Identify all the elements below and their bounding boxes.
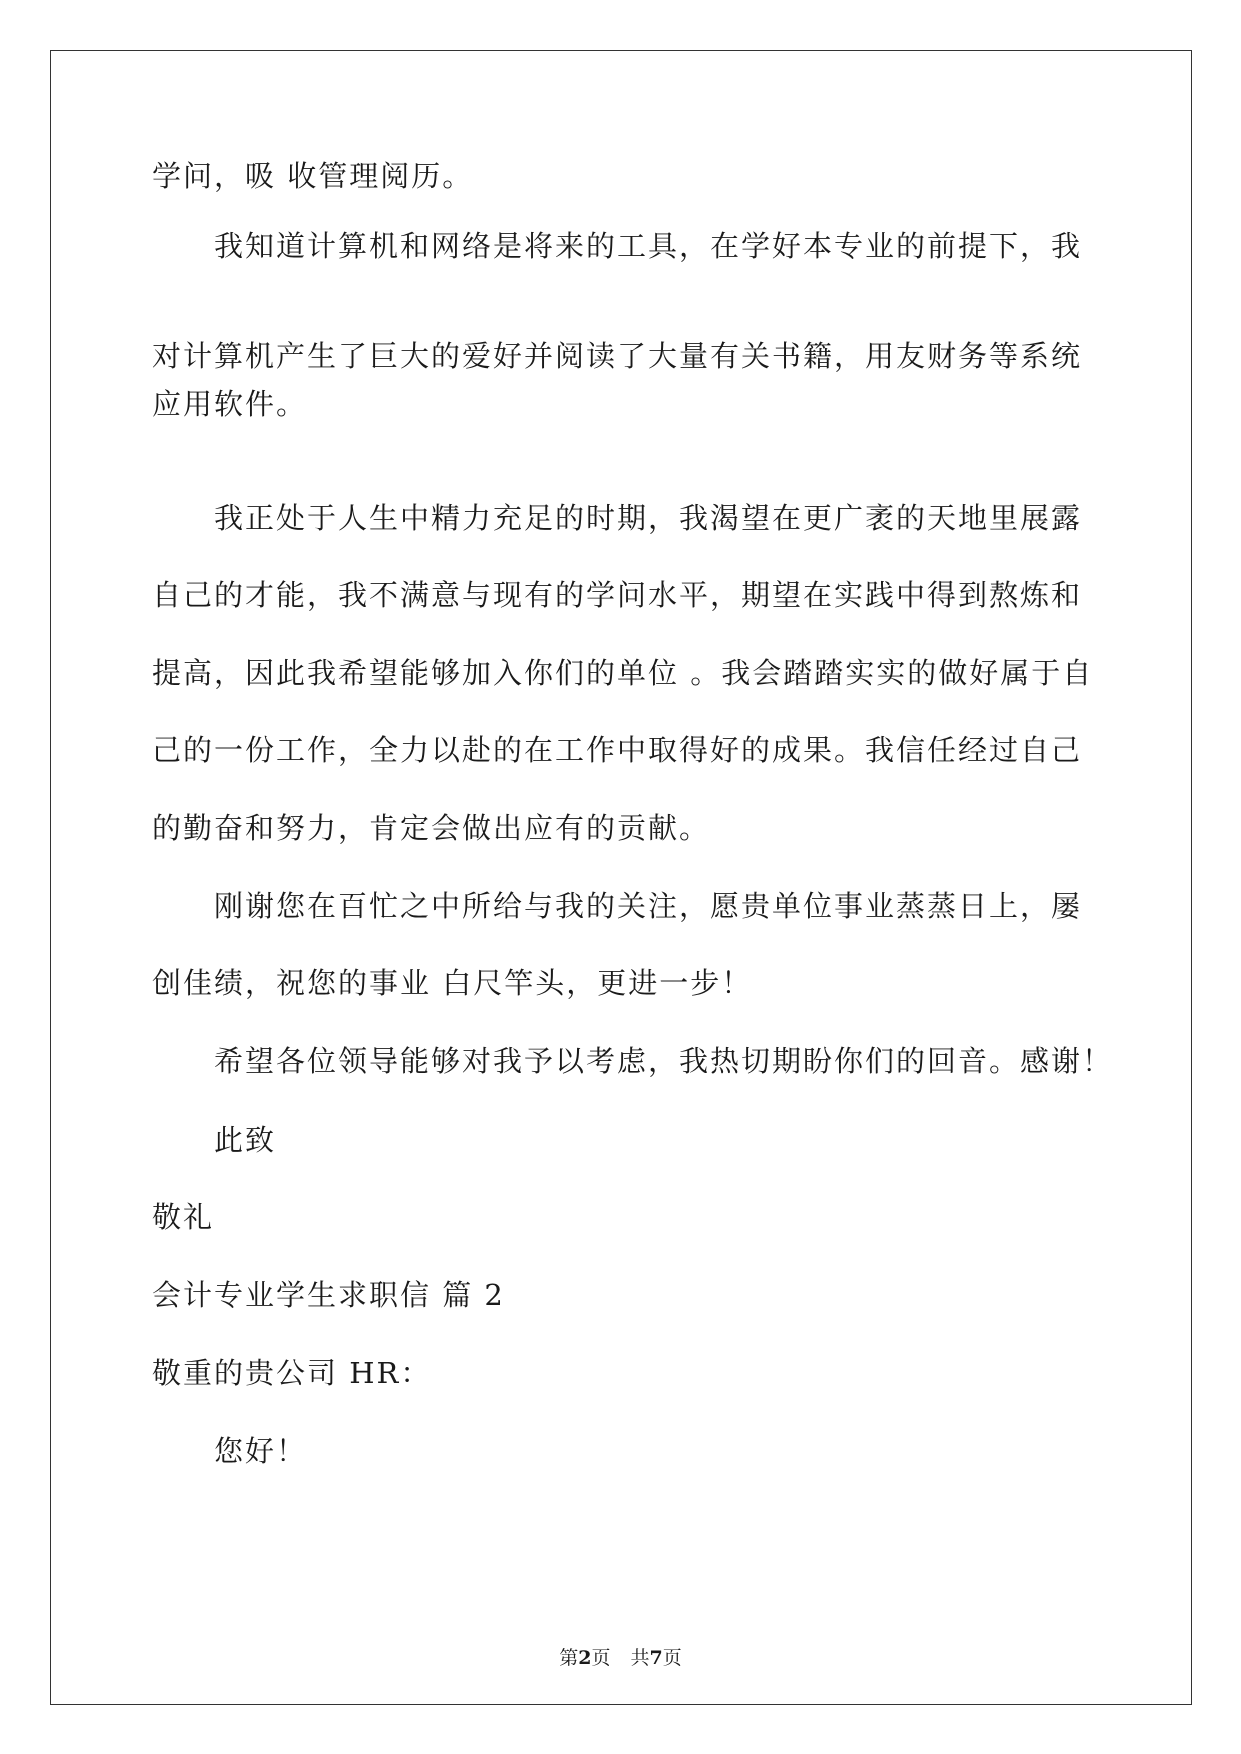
text-line: 我知道计算机和网络是将来的工具，在学好本专业的前提下，我: [214, 229, 1083, 263]
page-mid: 页: [591, 1647, 611, 1669]
total-page-number: 7: [649, 1647, 663, 1669]
text-line: 敬礼: [152, 1200, 215, 1234]
text-line: 自己的才能，我不满意与现有的学问水平，期望在实践中得到熬炼和: [152, 578, 1083, 612]
page-footer: [0, 1647, 1241, 1669]
text-line: 此致: [214, 1123, 277, 1157]
text-line: 希望各位领导能够对我予以考虑，我热切期盼你们的回音。感谢！: [214, 1044, 1114, 1078]
greeting-line: 您好！: [214, 1434, 308, 1468]
text-line: 应用软件。: [152, 387, 308, 421]
text-line: 提高，因此我希望能够加入你们的单位 。我会踏踏实实的做好属于自: [152, 656, 1094, 690]
text-line: 对计算机产生了巨大的爱好并阅读了大量有关书籍，用友财务等系统: [152, 339, 1083, 373]
current-page-number: 2: [578, 1647, 592, 1669]
text-line: 刚谢您在百忙之中所给与我的关注，愿贵单位事业蒸蒸日上，屡: [214, 889, 1083, 923]
heading-line: 会计专业学生求职信 篇 2: [152, 1278, 505, 1312]
page-prefix: 第: [559, 1647, 579, 1669]
total-suffix: 页: [662, 1647, 682, 1669]
text-line: 学问，吸 收管理阅历。: [152, 159, 474, 193]
salutation-line: 敬重的贵公司 HR：: [152, 1356, 432, 1390]
text-line: 我正处于人生中精力充足的时期，我渴望在更广袤的天地里展露: [214, 501, 1083, 535]
text-line: 创佳绩，祝您的事业 白尺竿头，更进一步！: [152, 966, 753, 1000]
text-line: 的勤奋和努力，肯定会做出应有的贡献。: [152, 811, 711, 845]
text-line: 己的一份工作，全力以赴的在工作中取得好的成果。我信任经过自己: [152, 733, 1083, 767]
total-prefix: 共: [630, 1647, 650, 1669]
